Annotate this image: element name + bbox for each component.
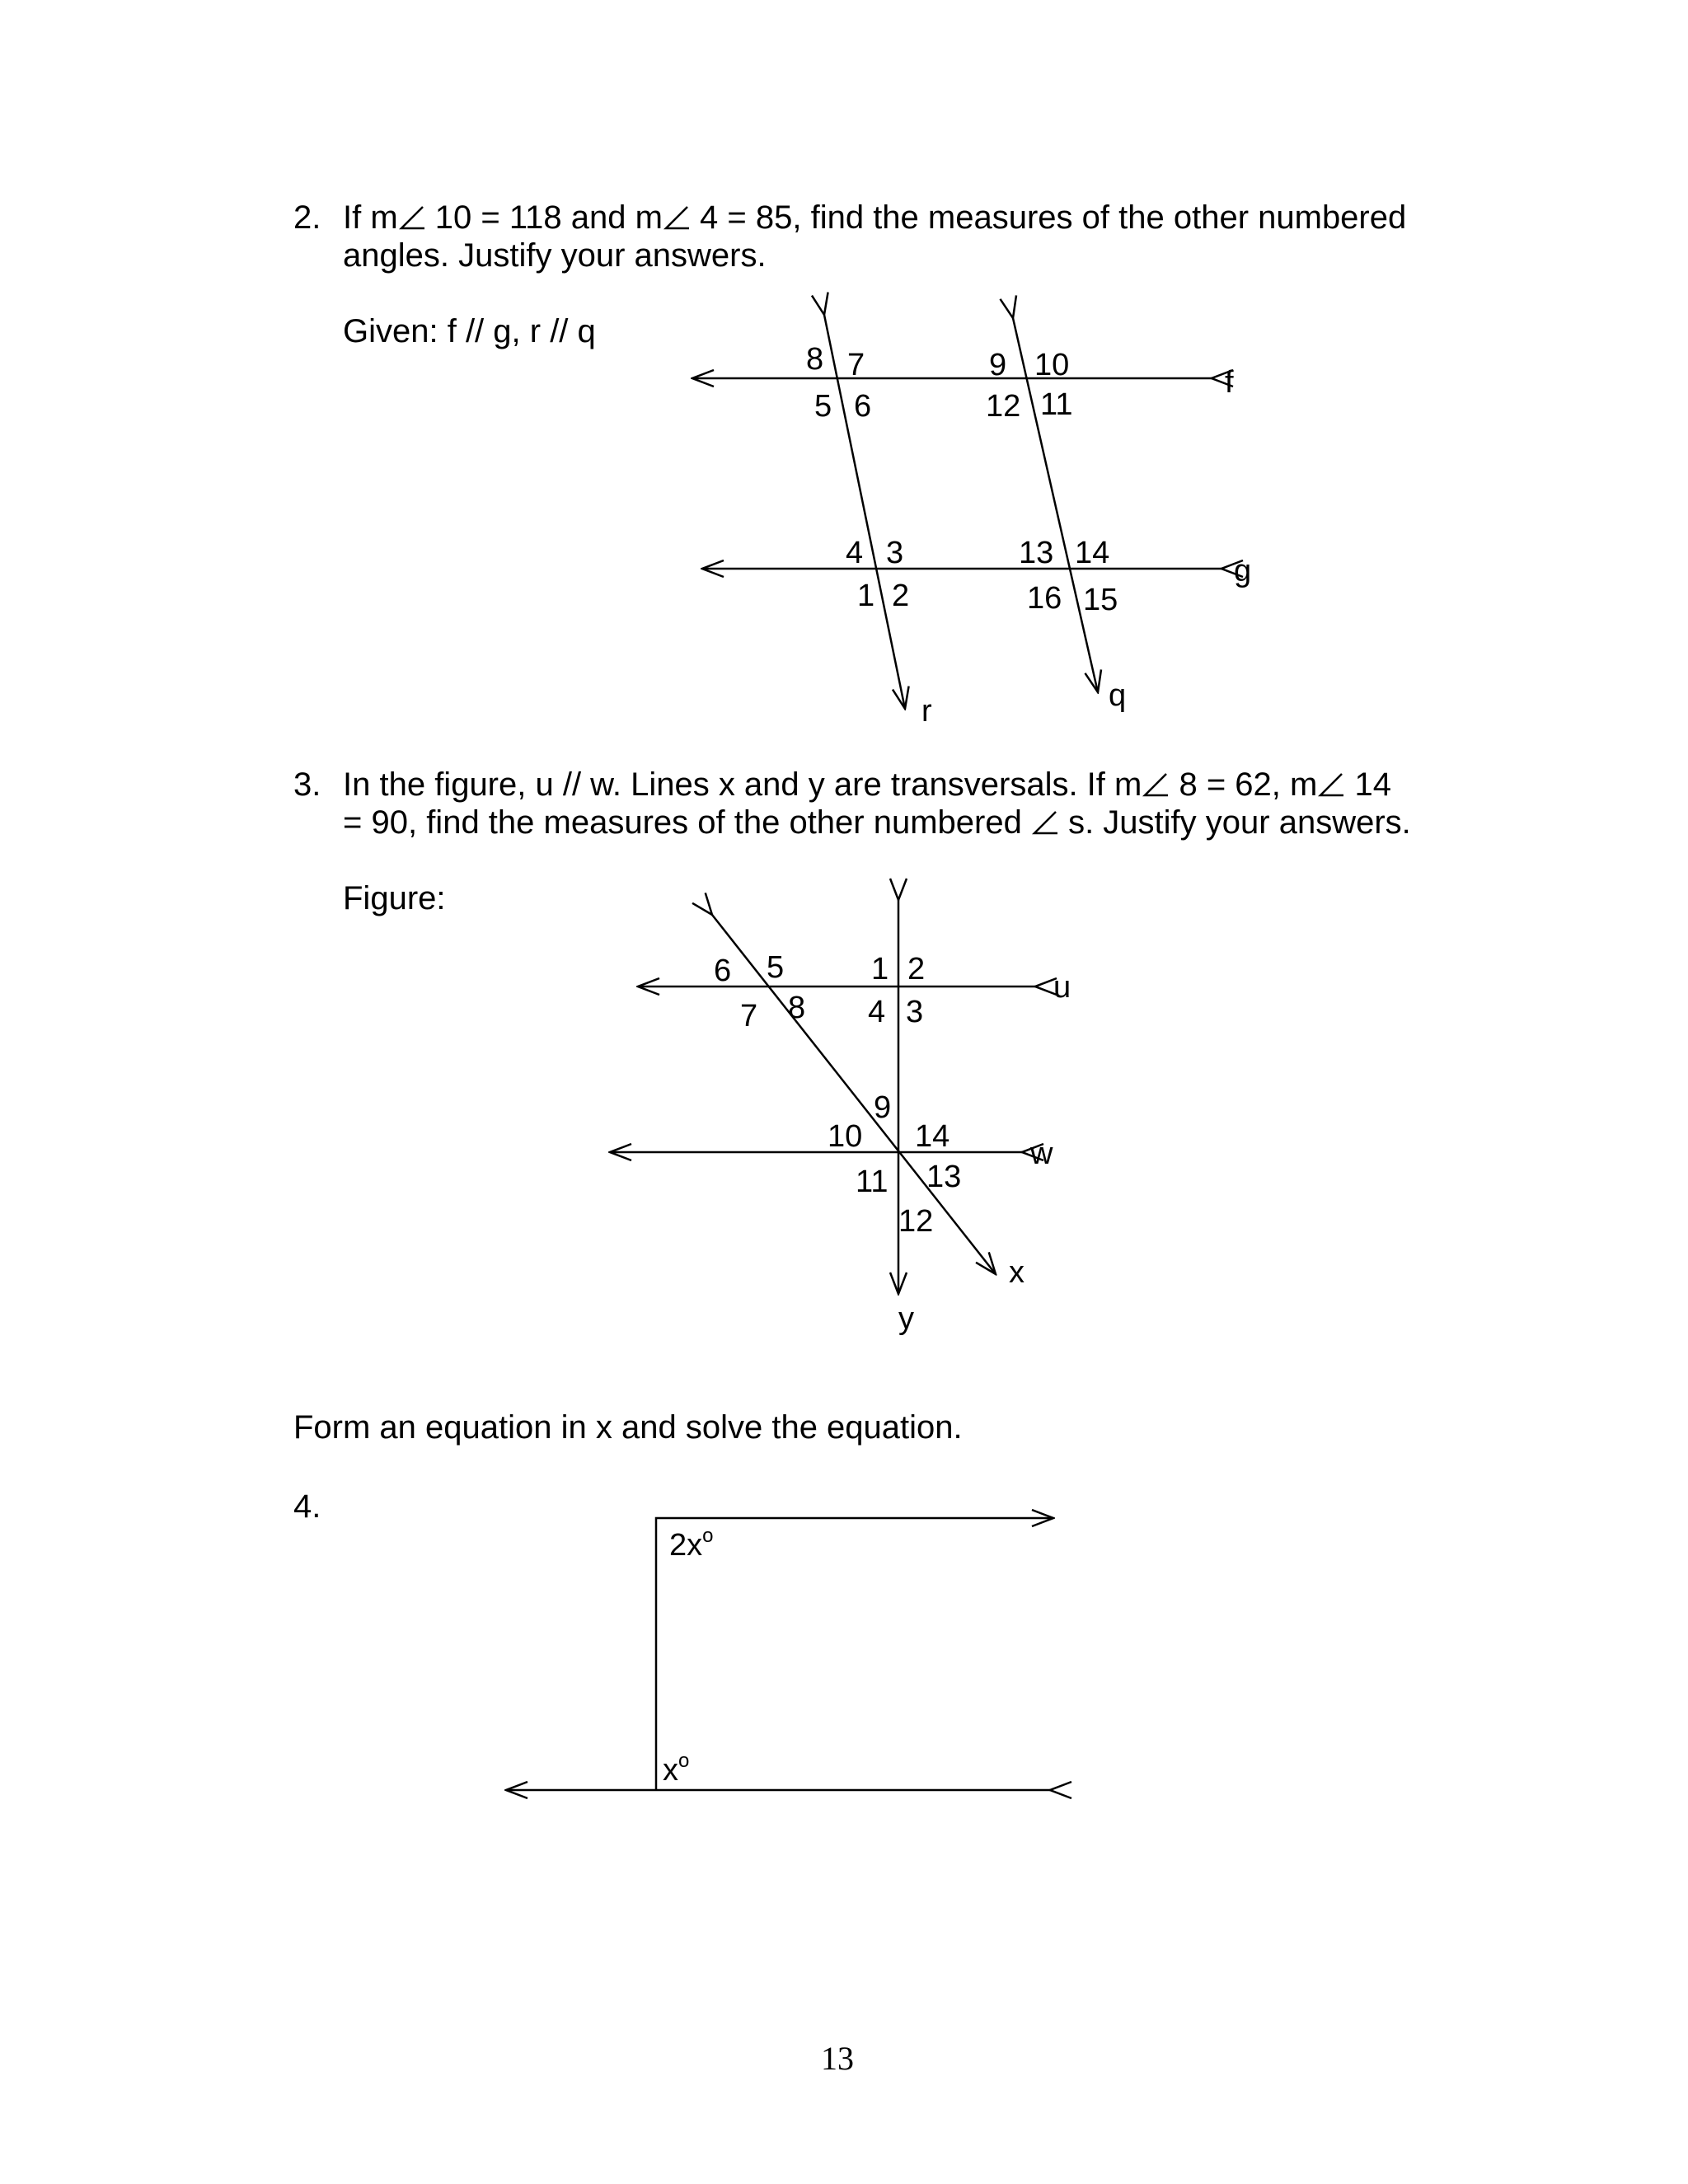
angle-label: 9 bbox=[989, 348, 1007, 382]
angle-label: 1 bbox=[871, 952, 889, 987]
angle-label: 14 bbox=[1075, 536, 1110, 570]
line-label-q: q bbox=[1109, 678, 1127, 713]
angle-label: 8 bbox=[806, 342, 824, 377]
line-label-g: g bbox=[1234, 554, 1252, 588]
problem4-figure bbox=[506, 1518, 1053, 1790]
angle-label: 4 bbox=[868, 995, 886, 1029]
problem3-number: 3. bbox=[293, 766, 321, 803]
problem3-figure-label: Figure: bbox=[343, 880, 446, 916]
line-label-x: x bbox=[1009, 1255, 1025, 1290]
angle-label: 12 bbox=[898, 1204, 934, 1239]
problem4-labels bbox=[663, 1525, 714, 1788]
angle-label: 10 bbox=[828, 1119, 863, 1154]
angle-label: 13 bbox=[1019, 536, 1054, 570]
problem2-labels bbox=[806, 342, 1251, 729]
problem3-figure bbox=[610, 900, 1035, 1294]
angle-label: 6 bbox=[714, 954, 732, 988]
line-label-f: f bbox=[1225, 365, 1234, 400]
problem4-instruction: Form an equation in x and solve the equation. bbox=[293, 1409, 963, 1446]
angle-label: 12 bbox=[986, 389, 1021, 424]
angle-label: 10 bbox=[1034, 348, 1070, 382]
angle-label: 8 bbox=[788, 991, 806, 1025]
problem2-question-line2: angles. Justify your answers. bbox=[343, 237, 767, 274]
angle-label: 5 bbox=[814, 389, 832, 424]
angle-label: 2 bbox=[907, 952, 926, 987]
angle-label: 1 bbox=[857, 579, 875, 613]
angle-label: 2 bbox=[892, 579, 910, 613]
angle-label: 7 bbox=[847, 348, 865, 382]
angle-label: 3 bbox=[886, 536, 904, 570]
angle-label: 4 bbox=[846, 536, 864, 570]
angle-label: 3 bbox=[906, 995, 924, 1029]
angle-label: 16 bbox=[1027, 581, 1062, 616]
line-label-w: w bbox=[1030, 1137, 1053, 1171]
problem4-number: 4. bbox=[293, 1488, 321, 1525]
angle-label: 6 bbox=[854, 389, 872, 424]
angle-label: 14 bbox=[915, 1119, 950, 1154]
angle-label-2x: $2x^o$ bbox=[669, 1525, 714, 1563]
angle-label: 11 bbox=[1040, 387, 1073, 422]
angle-label: 5 bbox=[767, 950, 785, 985]
problem3-question-line1: In the figure, u // w. Lines x and y are transversals. If m 8 = 62, m 14 bbox=[343, 766, 1391, 803]
problem3-question-line2: = 90, find the measures of the other numbered s. Justify your answers. bbox=[343, 804, 1411, 841]
angle-label: 11 bbox=[856, 1165, 889, 1199]
page-number: 13 bbox=[821, 2040, 854, 2077]
problem2-number: 2. bbox=[293, 199, 321, 236]
problem2-figure bbox=[692, 315, 1221, 709]
angle-label-x: $x^o$ bbox=[663, 1750, 690, 1788]
angle-label: 7 bbox=[740, 999, 758, 1033]
line-x bbox=[712, 915, 996, 1274]
angle-label: 13 bbox=[926, 1160, 962, 1194]
angle-label: 15 bbox=[1083, 583, 1118, 617]
top-ray-and-segment bbox=[656, 1518, 1053, 1790]
angle-label: 9 bbox=[874, 1090, 892, 1125]
line-label-y: y bbox=[898, 1301, 914, 1336]
line-label-r: r bbox=[921, 694, 932, 729]
problem2-question-line1: If m 10 = 118 and m 4 = 85, find the measures of the other numbered bbox=[343, 199, 1407, 236]
problem2-given: Given: f // g, r // q bbox=[343, 313, 596, 349]
line-label-u: u bbox=[1053, 970, 1071, 1005]
